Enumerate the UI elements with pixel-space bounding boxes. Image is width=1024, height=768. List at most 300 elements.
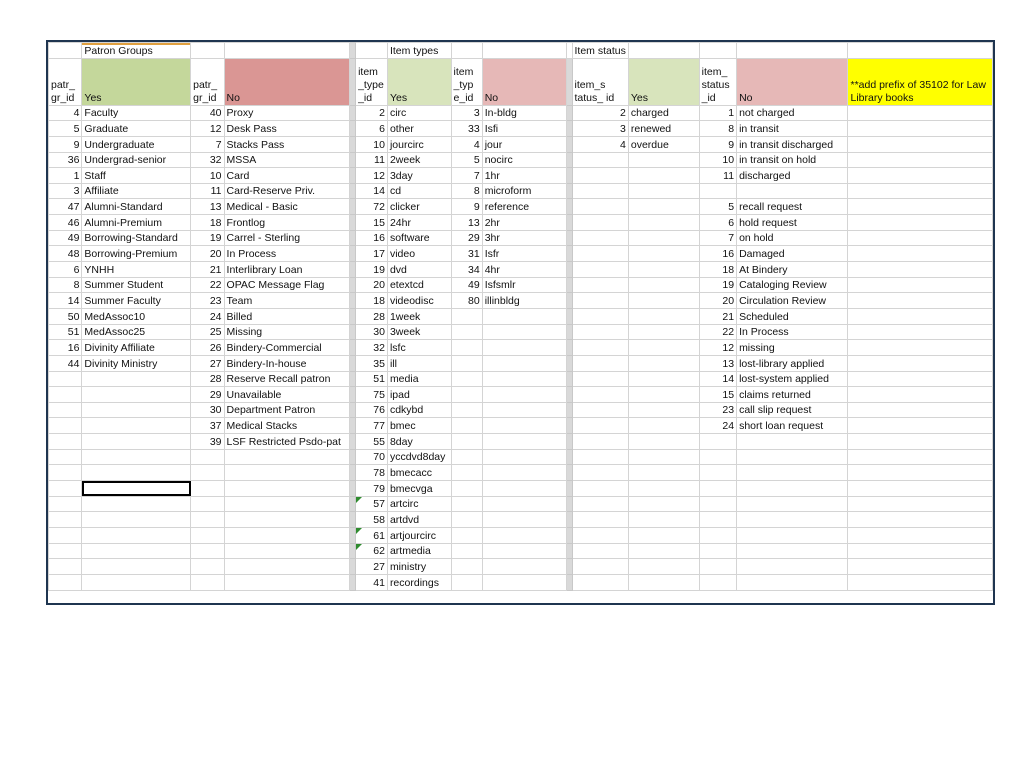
item-status-yes-id[interactable] xyxy=(572,434,628,450)
patron-no-name[interactable]: Stacks Pass xyxy=(224,136,349,152)
item-status-yes-id[interactable] xyxy=(572,355,628,371)
patron-no-id[interactable]: 39 xyxy=(191,434,224,450)
item-type-no-name[interactable]: illinbldg xyxy=(482,293,566,309)
patron-yes-id[interactable]: 49 xyxy=(49,230,82,246)
patron-yes-name[interactable]: Summer Faculty xyxy=(82,293,191,309)
cell[interactable] xyxy=(848,355,993,371)
item-type-no-name[interactable] xyxy=(482,355,566,371)
cell[interactable] xyxy=(848,121,993,137)
item-status-yes-id[interactable] xyxy=(572,512,628,528)
item-type-no-id[interactable] xyxy=(451,574,482,590)
item-status-yes-name[interactable] xyxy=(628,340,699,356)
patron-yes-id[interactable]: 51 xyxy=(49,324,82,340)
item-status-no-id[interactable]: 20 xyxy=(699,293,736,309)
item-status-yes-id[interactable] xyxy=(572,574,628,590)
item-status-yes-name[interactable] xyxy=(628,402,699,418)
patron-no-id[interactable]: 23 xyxy=(191,293,224,309)
patron-yes-name[interactable]: Borrowing-Premium xyxy=(82,246,191,262)
item-status-yes-name[interactable] xyxy=(628,324,699,340)
item-status-yes-name[interactable] xyxy=(628,371,699,387)
item-type-no-id[interactable] xyxy=(451,434,482,450)
item-type-no-id[interactable]: 31 xyxy=(451,246,482,262)
patron-yes-name[interactable]: Alumni-Standard xyxy=(82,199,191,215)
item-type-no-name[interactable] xyxy=(482,387,566,403)
item-status-no-id[interactable]: 14 xyxy=(699,371,736,387)
item-type-yes-name[interactable]: artjourcirc xyxy=(387,527,451,543)
patron-yes-name[interactable]: Borrowing-Standard xyxy=(82,230,191,246)
item-status-no-name[interactable]: In Process xyxy=(737,324,848,340)
cell[interactable] xyxy=(848,324,993,340)
patron-yes-id[interactable]: 14 xyxy=(49,293,82,309)
item-type-no-name[interactable] xyxy=(482,324,566,340)
item-type-yes-name[interactable]: video xyxy=(387,246,451,262)
patron-no-id[interactable] xyxy=(191,449,224,465)
item-status-yes-id[interactable] xyxy=(572,559,628,575)
item-type-yes-name[interactable]: 1week xyxy=(387,308,451,324)
item-status-yes-name[interactable] xyxy=(628,230,699,246)
patron-yes-name[interactable]: Faculty xyxy=(82,105,191,121)
item-status-yes-id[interactable] xyxy=(572,449,628,465)
patron-no-id[interactable] xyxy=(191,574,224,590)
item-status-yes-name[interactable] xyxy=(628,168,699,184)
patron-no-id[interactable] xyxy=(191,559,224,575)
patron-yes-id[interactable]: 1 xyxy=(49,168,82,184)
item-status-yes-name[interactable] xyxy=(628,152,699,168)
item-type-no-name[interactable] xyxy=(482,496,566,512)
item-status-no-id[interactable] xyxy=(699,559,736,575)
patron-yes-id[interactable]: 46 xyxy=(49,215,82,231)
law-library-note[interactable]: **add prefix of 35102 for Law Library books xyxy=(848,58,993,105)
item-type-no-id[interactable]: 49 xyxy=(451,277,482,293)
item-type-yes-id[interactable]: 14 xyxy=(356,183,388,199)
item-type-yes-id[interactable]: 58 xyxy=(356,512,388,528)
patron-no-id[interactable] xyxy=(191,527,224,543)
item-status-yes-name[interactable] xyxy=(628,418,699,434)
item-type-yes-name[interactable]: media xyxy=(387,371,451,387)
patron-yes-id[interactable]: 9 xyxy=(49,136,82,152)
item-type-no-name[interactable] xyxy=(482,308,566,324)
cell[interactable] xyxy=(848,340,993,356)
patron-no-id[interactable]: 18 xyxy=(191,215,224,231)
item-status-no-name[interactable]: lost-library applied xyxy=(737,355,848,371)
cell[interactable] xyxy=(848,168,993,184)
item-status-yes-name[interactable] xyxy=(628,496,699,512)
item-status-no-id[interactable] xyxy=(699,465,736,481)
item-type-yes-name[interactable]: 8day xyxy=(387,434,451,450)
item-status-no-name[interactable]: Circulation Review xyxy=(737,293,848,309)
cell[interactable] xyxy=(848,215,993,231)
item-type-yes-id[interactable]: 32 xyxy=(356,340,388,356)
cell[interactable] xyxy=(848,43,993,59)
item-status-no-id[interactable]: 1 xyxy=(699,105,736,121)
item-status-yes-id[interactable]: 2 xyxy=(572,105,628,121)
cell[interactable] xyxy=(49,43,82,59)
item-status-yes-id[interactable] xyxy=(572,262,628,278)
item-status-no-id[interactable]: 13 xyxy=(699,355,736,371)
item-status-no-name[interactable]: not charged xyxy=(737,105,848,121)
patron-no-name[interactable]: Frontlog xyxy=(224,215,349,231)
item-status-no-id[interactable]: 12 xyxy=(699,340,736,356)
item-types-title[interactable]: Item types xyxy=(387,43,451,59)
item-status-no-name[interactable]: lost-system applied xyxy=(737,371,848,387)
patron-yes-id[interactable]: 6 xyxy=(49,262,82,278)
item-status-yes-name[interactable] xyxy=(628,387,699,403)
item-status-no-name[interactable] xyxy=(737,559,848,575)
item-type-no-name[interactable] xyxy=(482,559,566,575)
item-status-yes-id[interactable] xyxy=(572,527,628,543)
cell[interactable] xyxy=(848,449,993,465)
patron-no-id[interactable]: 13 xyxy=(191,199,224,215)
cell[interactable] xyxy=(224,43,349,59)
item-type-yes-name[interactable]: bmec xyxy=(387,418,451,434)
item-type-yes-id[interactable]: 70 xyxy=(356,449,388,465)
cell[interactable] xyxy=(848,574,993,590)
item-type-no-id[interactable]: 29 xyxy=(451,230,482,246)
patron-yes-name[interactable] xyxy=(82,574,191,590)
item-status-yes-name[interactable] xyxy=(628,277,699,293)
patron-no-name[interactable]: Department Patron xyxy=(224,402,349,418)
item-type-yes-id[interactable]: 55 xyxy=(356,434,388,450)
item-status-no-id[interactable]: 19 xyxy=(699,277,736,293)
patron-no-id[interactable]: 40 xyxy=(191,105,224,121)
item-type-no-name[interactable]: nocirc xyxy=(482,152,566,168)
patron-no-name[interactable]: OPAC Message Flag xyxy=(224,277,349,293)
item-type-yes-name[interactable]: 3week xyxy=(387,324,451,340)
item-type-no-name[interactable] xyxy=(482,465,566,481)
item-type-yes-id[interactable]: 41 xyxy=(356,574,388,590)
item-type-no-name[interactable] xyxy=(482,543,566,559)
item-type-yes-name[interactable]: software xyxy=(387,230,451,246)
patron-no-name[interactable]: Team xyxy=(224,293,349,309)
item-type-no-name[interactable] xyxy=(482,418,566,434)
patron-no-name[interactable]: Medical Stacks xyxy=(224,418,349,434)
item-type-yes-id[interactable]: 12 xyxy=(356,168,388,184)
item-status-no-name[interactable] xyxy=(737,449,848,465)
patron-no-name[interactable] xyxy=(224,559,349,575)
item-type-no-name[interactable] xyxy=(482,481,566,497)
patron-yes-name[interactable] xyxy=(82,449,191,465)
patron-no-name[interactable]: LSF Restricted Psdo-pat xyxy=(224,434,349,450)
patron-yes-name[interactable] xyxy=(82,371,191,387)
header-patron-no[interactable]: No xyxy=(224,58,349,105)
item-type-yes-id[interactable]: 2 xyxy=(356,105,388,121)
item-type-no-id[interactable] xyxy=(451,527,482,543)
patron-yes-name[interactable]: MedAssoc10 xyxy=(82,308,191,324)
item-status-no-id[interactable]: 15 xyxy=(699,387,736,403)
cell[interactable] xyxy=(451,43,482,59)
item-status-no-id[interactable]: 8 xyxy=(699,121,736,137)
item-status-title[interactable]: Item status xyxy=(572,43,628,59)
patron-yes-id[interactable]: 3 xyxy=(49,183,82,199)
item-status-no-id[interactable] xyxy=(699,496,736,512)
item-type-yes-id[interactable]: 78 xyxy=(356,465,388,481)
item-type-no-name[interactable]: In-bldg xyxy=(482,105,566,121)
patron-yes-name[interactable]: Divinity Ministry xyxy=(82,355,191,371)
patron-yes-id[interactable] xyxy=(49,371,82,387)
item-type-no-id[interactable] xyxy=(451,449,482,465)
item-type-yes-name[interactable]: artcirc xyxy=(387,496,451,512)
patron-yes-name[interactable] xyxy=(82,496,191,512)
patron-no-id[interactable]: 24 xyxy=(191,308,224,324)
item-status-no-id[interactable] xyxy=(699,527,736,543)
item-status-yes-name[interactable]: charged xyxy=(628,105,699,121)
item-type-no-name[interactable]: jour xyxy=(482,136,566,152)
item-status-no-name[interactable]: At Bindery xyxy=(737,262,848,278)
cell[interactable] xyxy=(848,277,993,293)
item-type-yes-name[interactable]: artmedia xyxy=(387,543,451,559)
item-status-yes-id[interactable] xyxy=(572,183,628,199)
item-type-yes-name[interactable]: bmecvga xyxy=(387,481,451,497)
item-status-no-id[interactable]: 5 xyxy=(699,199,736,215)
patron-yes-id[interactable]: 4 xyxy=(49,105,82,121)
item-status-yes-name[interactable] xyxy=(628,434,699,450)
item-status-no-name[interactable] xyxy=(737,481,848,497)
item-type-yes-id[interactable]: 77 xyxy=(356,418,388,434)
item-status-no-id[interactable] xyxy=(699,449,736,465)
item-type-yes-name[interactable]: bmecacc xyxy=(387,465,451,481)
cell[interactable] xyxy=(848,434,993,450)
item-type-no-id[interactable]: 80 xyxy=(451,293,482,309)
patron-yes-name[interactable] xyxy=(82,512,191,528)
header-item-status-id-2[interactable]: item_ status _id xyxy=(699,58,736,105)
patron-no-name[interactable] xyxy=(224,512,349,528)
item-status-yes-id[interactable]: 4 xyxy=(572,136,628,152)
patron-yes-id[interactable] xyxy=(49,418,82,434)
header-item-type-id[interactable]: item _type _id xyxy=(356,58,388,105)
item-type-yes-name[interactable]: 3day xyxy=(387,168,451,184)
patron-no-id[interactable]: 26 xyxy=(191,340,224,356)
cell[interactable] xyxy=(848,293,993,309)
item-type-no-id[interactable] xyxy=(451,371,482,387)
cell[interactable] xyxy=(848,387,993,403)
patron-yes-name[interactable] xyxy=(82,465,191,481)
item-type-yes-id[interactable]: 11 xyxy=(356,152,388,168)
item-type-yes-id[interactable]: 16 xyxy=(356,230,388,246)
patron-no-id[interactable]: 25 xyxy=(191,324,224,340)
item-status-no-id[interactable] xyxy=(699,434,736,450)
item-type-no-id[interactable] xyxy=(451,324,482,340)
patron-yes-id[interactable]: 8 xyxy=(49,277,82,293)
item-type-no-name[interactable]: 2hr xyxy=(482,215,566,231)
item-status-no-id[interactable]: 22 xyxy=(699,324,736,340)
patron-yes-name[interactable] xyxy=(82,543,191,559)
cell[interactable] xyxy=(628,43,699,59)
item-type-no-id[interactable] xyxy=(451,481,482,497)
header-patron-group-id[interactable]: patr_ gr_id xyxy=(49,58,82,105)
item-status-yes-id[interactable] xyxy=(572,402,628,418)
item-type-yes-name[interactable]: 24hr xyxy=(387,215,451,231)
item-type-no-id[interactable]: 13 xyxy=(451,215,482,231)
item-status-yes-id[interactable] xyxy=(572,324,628,340)
item-status-yes-id[interactable] xyxy=(572,277,628,293)
cell[interactable] xyxy=(848,402,993,418)
patron-yes-id[interactable] xyxy=(49,496,82,512)
item-type-no-name[interactable] xyxy=(482,434,566,450)
item-type-no-id[interactable] xyxy=(451,496,482,512)
patron-yes-id[interactable]: 5 xyxy=(49,121,82,137)
item-status-no-id[interactable]: 16 xyxy=(699,246,736,262)
item-status-yes-id[interactable] xyxy=(572,496,628,512)
patron-no-id[interactable]: 29 xyxy=(191,387,224,403)
item-type-no-name[interactable] xyxy=(482,449,566,465)
patron-yes-id[interactable] xyxy=(49,527,82,543)
item-type-no-id[interactable] xyxy=(451,512,482,528)
selected-cell[interactable] xyxy=(82,481,191,497)
patron-no-name[interactable]: Card-Reserve Priv. xyxy=(224,183,349,199)
item-type-no-id[interactable] xyxy=(451,543,482,559)
item-status-yes-id[interactable] xyxy=(572,293,628,309)
patron-yes-name[interactable] xyxy=(82,402,191,418)
cell[interactable] xyxy=(848,465,993,481)
patron-no-name[interactable]: Interlibrary Loan xyxy=(224,262,349,278)
cell[interactable] xyxy=(848,199,993,215)
patron-no-id[interactable]: 20 xyxy=(191,246,224,262)
item-type-yes-id[interactable]: 10 xyxy=(356,136,388,152)
patron-yes-name[interactable]: Undergrad-senior xyxy=(82,152,191,168)
item-type-no-name[interactable] xyxy=(482,371,566,387)
item-type-no-name[interactable] xyxy=(482,340,566,356)
patron-yes-name[interactable]: Graduate xyxy=(82,121,191,137)
item-status-no-name[interactable]: call slip request xyxy=(737,402,848,418)
item-status-no-id[interactable]: 18 xyxy=(699,262,736,278)
item-status-no-id[interactable] xyxy=(699,481,736,497)
item-type-yes-id[interactable]: 17 xyxy=(356,246,388,262)
item-type-yes-id[interactable]: 19 xyxy=(356,262,388,278)
item-status-yes-id[interactable] xyxy=(572,465,628,481)
item-type-no-name[interactable]: reference xyxy=(482,199,566,215)
patron-yes-id[interactable] xyxy=(49,402,82,418)
patron-no-id[interactable]: 28 xyxy=(191,371,224,387)
item-status-yes-id[interactable] xyxy=(572,340,628,356)
item-type-no-id[interactable]: 9 xyxy=(451,199,482,215)
cell[interactable] xyxy=(482,43,566,59)
patron-no-name[interactable] xyxy=(224,481,349,497)
item-type-yes-name[interactable]: ministry xyxy=(387,559,451,575)
cell[interactable] xyxy=(848,262,993,278)
item-status-no-name[interactable]: Cataloging Review xyxy=(737,277,848,293)
item-type-no-id[interactable] xyxy=(451,355,482,371)
item-type-no-id[interactable]: 34 xyxy=(451,262,482,278)
patron-yes-name[interactable]: Affiliate xyxy=(82,183,191,199)
item-status-no-id[interactable] xyxy=(699,574,736,590)
header-patron-group-id-2[interactable]: patr_ gr_id xyxy=(191,58,224,105)
cell[interactable] xyxy=(191,43,224,59)
cell[interactable] xyxy=(848,512,993,528)
patron-yes-name[interactable] xyxy=(82,527,191,543)
item-status-yes-name[interactable] xyxy=(628,512,699,528)
item-type-yes-id[interactable]: 6 xyxy=(356,121,388,137)
patron-no-name[interactable] xyxy=(224,465,349,481)
header-patron-yes[interactable]: Yes xyxy=(82,58,191,105)
item-status-yes-id[interactable] xyxy=(572,543,628,559)
patron-no-name[interactable]: Medical - Basic xyxy=(224,199,349,215)
item-status-no-name[interactable] xyxy=(737,574,848,590)
patron-no-id[interactable] xyxy=(191,481,224,497)
item-status-no-id[interactable]: 10 xyxy=(699,152,736,168)
item-type-no-name[interactable] xyxy=(482,574,566,590)
item-status-yes-name[interactable] xyxy=(628,543,699,559)
cell[interactable] xyxy=(848,105,993,121)
item-type-no-name[interactable] xyxy=(482,527,566,543)
item-type-yes-id[interactable]: 79 xyxy=(356,481,388,497)
item-status-no-id[interactable]: 6 xyxy=(699,215,736,231)
cell[interactable] xyxy=(848,559,993,575)
item-status-no-name[interactable] xyxy=(737,434,848,450)
item-type-no-name[interactable] xyxy=(482,402,566,418)
patron-no-name[interactable] xyxy=(224,543,349,559)
item-status-no-name[interactable]: in transit xyxy=(737,121,848,137)
item-status-no-id[interactable]: 23 xyxy=(699,402,736,418)
item-type-no-id[interactable] xyxy=(451,340,482,356)
patron-groups-title[interactable]: Patron Groups xyxy=(82,43,191,59)
patron-no-id[interactable]: 11 xyxy=(191,183,224,199)
item-status-no-id[interactable]: 9 xyxy=(699,136,736,152)
item-type-yes-name[interactable]: videodisc xyxy=(387,293,451,309)
item-type-yes-name[interactable]: circ xyxy=(387,105,451,121)
item-type-yes-name[interactable]: ipad xyxy=(387,387,451,403)
item-type-no-id[interactable]: 3 xyxy=(451,105,482,121)
item-type-no-id[interactable] xyxy=(451,559,482,575)
patron-yes-id[interactable] xyxy=(49,481,82,497)
item-status-no-name[interactable]: recall request xyxy=(737,199,848,215)
item-status-no-name[interactable] xyxy=(737,183,848,199)
item-type-no-id[interactable]: 8 xyxy=(451,183,482,199)
item-type-no-id[interactable] xyxy=(451,402,482,418)
item-type-yes-id[interactable]: 72 xyxy=(356,199,388,215)
item-type-yes-id[interactable]: 18 xyxy=(356,293,388,309)
patron-yes-id[interactable] xyxy=(49,543,82,559)
cell[interactable] xyxy=(848,481,993,497)
item-status-yes-name[interactable] xyxy=(628,183,699,199)
item-type-yes-id[interactable]: 20 xyxy=(356,277,388,293)
patron-yes-id[interactable] xyxy=(49,387,82,403)
item-status-no-name[interactable]: on hold xyxy=(737,230,848,246)
item-status-yes-id[interactable] xyxy=(572,308,628,324)
item-status-yes-id[interactable] xyxy=(572,215,628,231)
cell[interactable] xyxy=(848,136,993,152)
cell[interactable] xyxy=(848,230,993,246)
item-status-yes-name[interactable]: overdue xyxy=(628,136,699,152)
patron-no-name[interactable]: MSSA xyxy=(224,152,349,168)
item-type-no-id[interactable] xyxy=(451,387,482,403)
patron-yes-name[interactable]: MedAssoc25 xyxy=(82,324,191,340)
item-type-no-id[interactable]: 33 xyxy=(451,121,482,137)
item-type-no-id[interactable]: 4 xyxy=(451,136,482,152)
cell[interactable] xyxy=(848,527,993,543)
item-type-yes-name[interactable]: cd xyxy=(387,183,451,199)
patron-no-id[interactable]: 7 xyxy=(191,136,224,152)
item-type-no-name[interactable]: 4hr xyxy=(482,262,566,278)
item-status-yes-name[interactable] xyxy=(628,465,699,481)
item-status-yes-name[interactable] xyxy=(628,559,699,575)
patron-no-id[interactable] xyxy=(191,496,224,512)
patron-yes-id[interactable] xyxy=(49,512,82,528)
item-status-yes-id[interactable] xyxy=(572,371,628,387)
item-status-yes-name[interactable] xyxy=(628,246,699,262)
item-type-no-name[interactable] xyxy=(482,512,566,528)
patron-no-name[interactable] xyxy=(224,574,349,590)
patron-no-name[interactable]: Desk Pass xyxy=(224,121,349,137)
item-status-no-name[interactable] xyxy=(737,543,848,559)
cell[interactable] xyxy=(848,496,993,512)
header-item-type-no[interactable]: No xyxy=(482,58,566,105)
patron-no-id[interactable] xyxy=(191,512,224,528)
patron-no-id[interactable]: 27 xyxy=(191,355,224,371)
patron-no-name[interactable]: Card xyxy=(224,168,349,184)
patron-yes-id[interactable] xyxy=(49,434,82,450)
item-type-yes-id[interactable]: 15 xyxy=(356,215,388,231)
item-status-no-name[interactable] xyxy=(737,465,848,481)
